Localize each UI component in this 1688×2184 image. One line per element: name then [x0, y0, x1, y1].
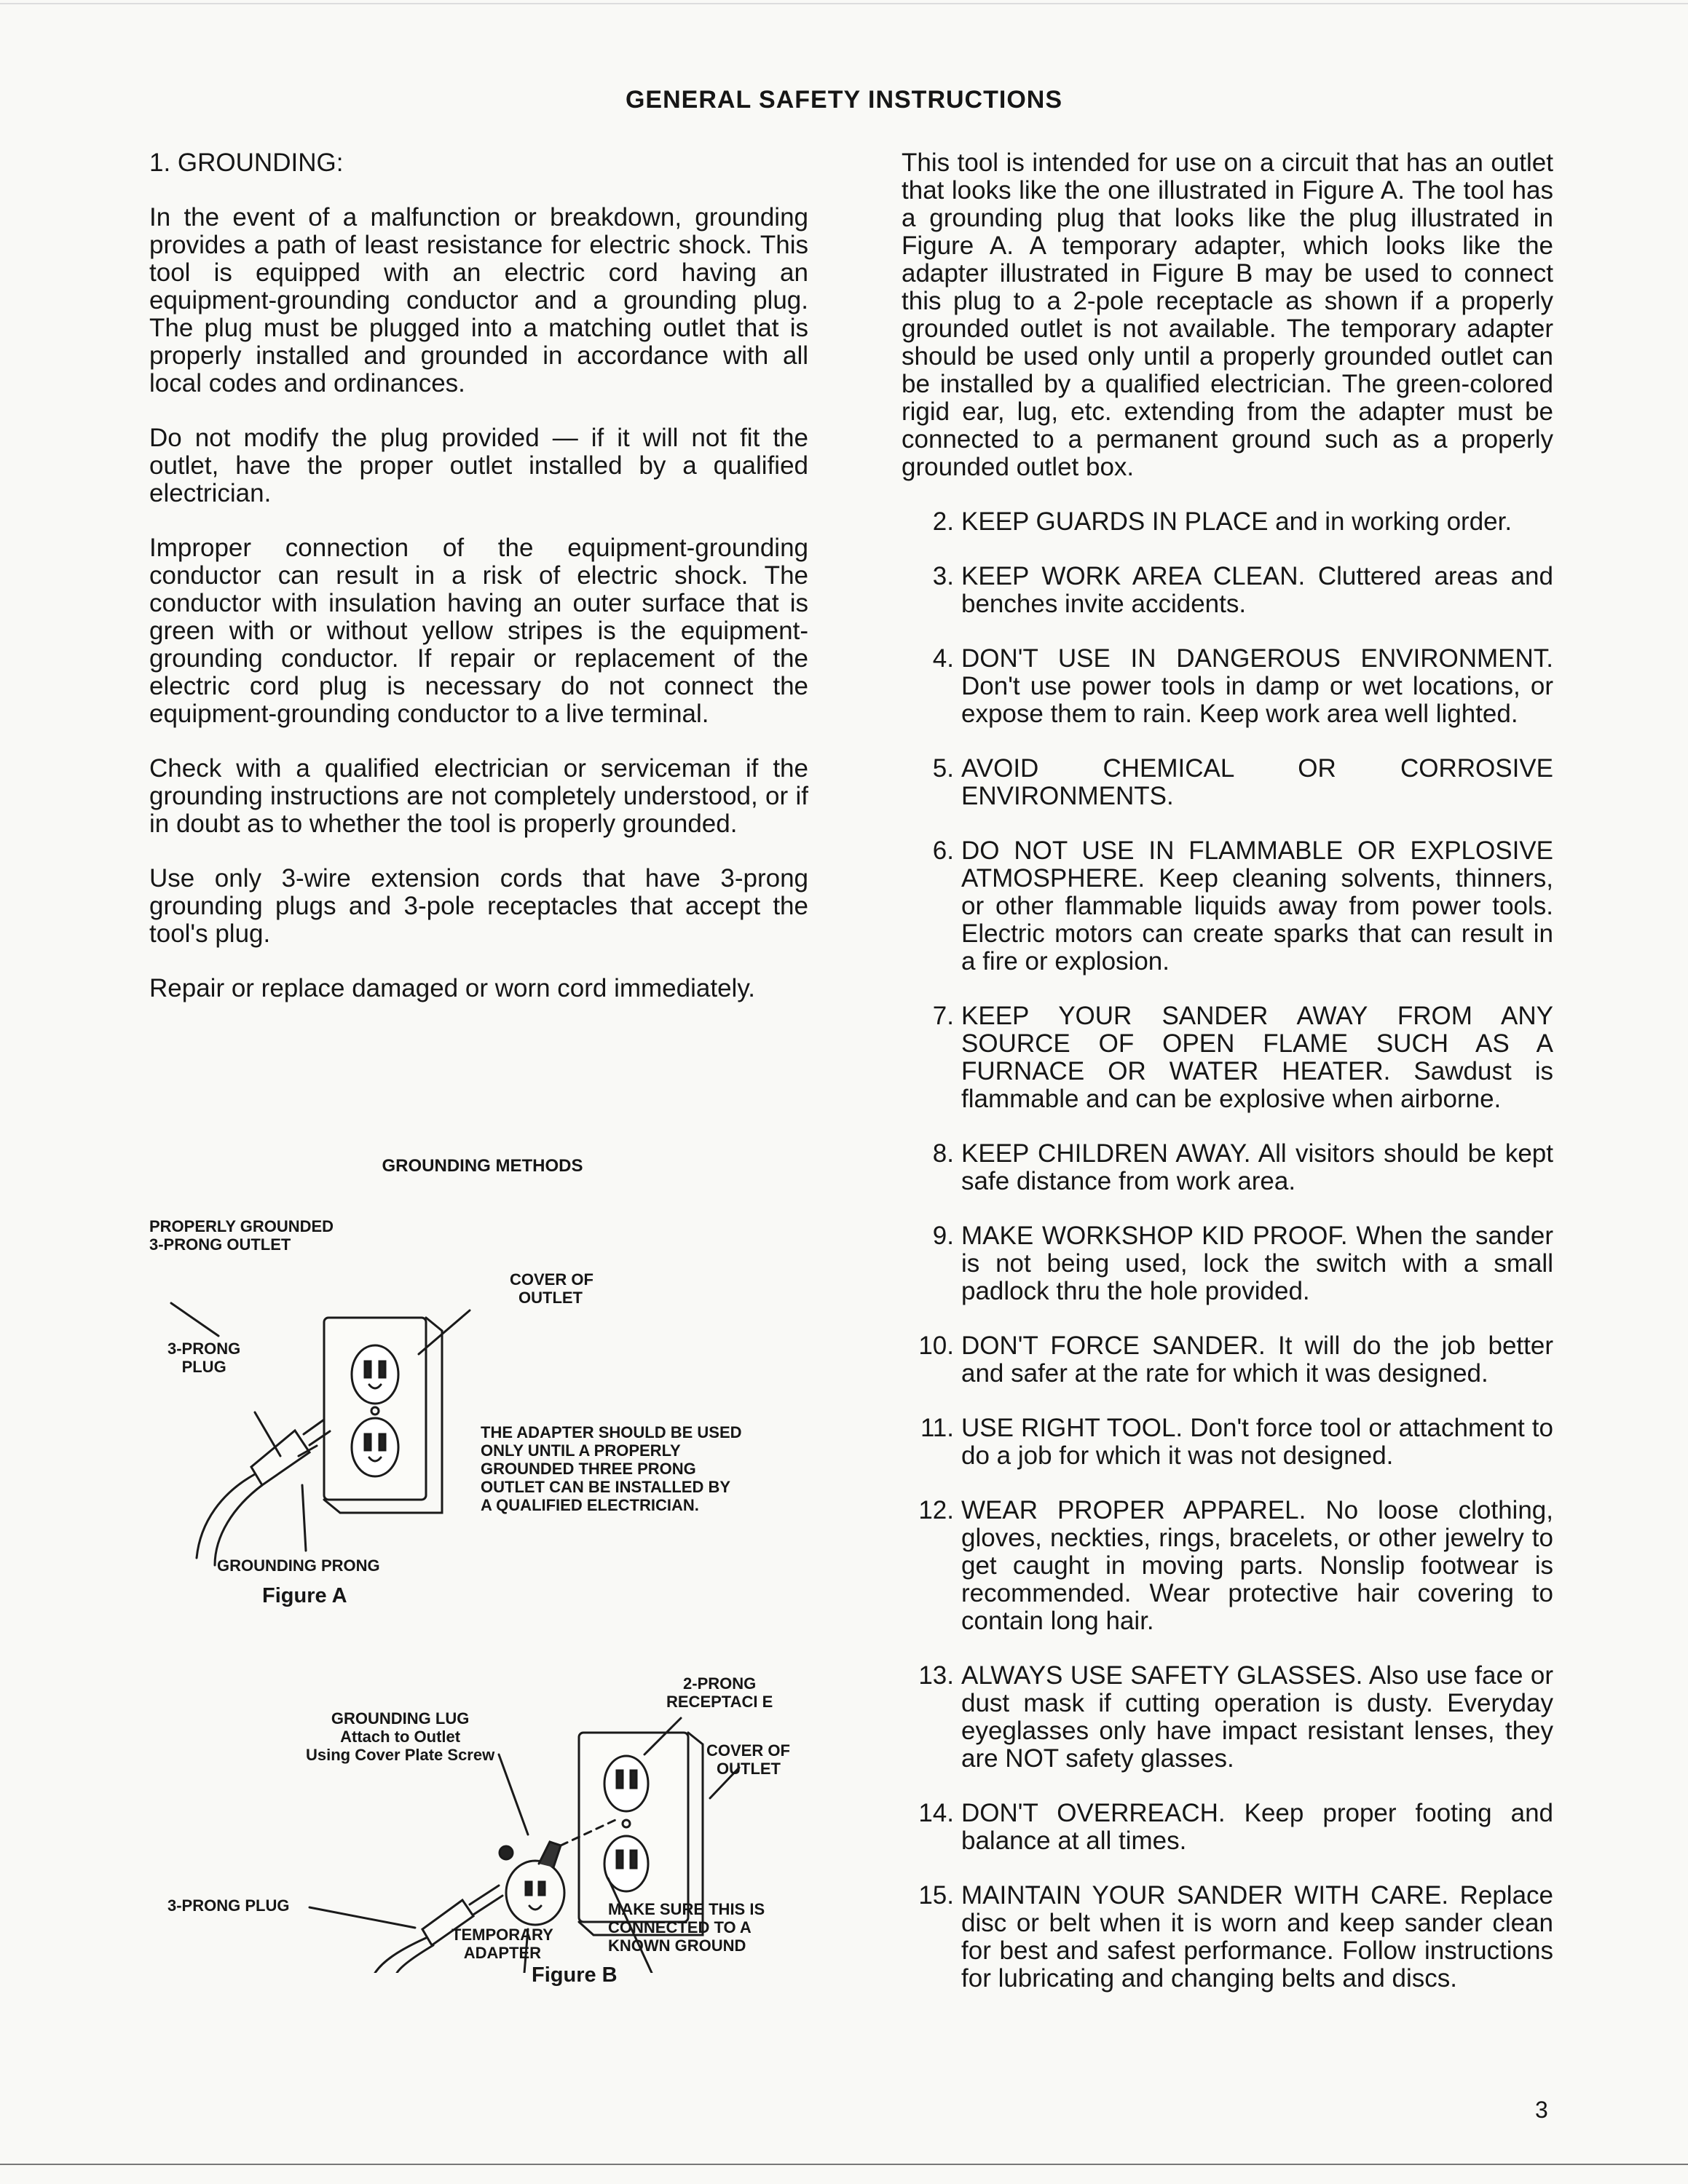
grounding-paragraph-6: Repair or replace damaged or worn cord immediately. — [149, 974, 755, 1002]
label-plug-b: 3-PRONG PLUG — [167, 1896, 290, 1915]
label-line: THE ADAPTER SHOULD BE USED — [481, 1423, 742, 1441]
label-properly-grounded — [149, 1217, 334, 1254]
label-line: 2-PRONG — [683, 1674, 757, 1693]
pointer-grounding-prong — [302, 1485, 306, 1551]
label-line: KNOWN GROUND — [608, 1936, 746, 1955]
item-number: 4. — [932, 644, 954, 673]
item-number: 15. — [918, 1881, 954, 1910]
grounding-heading: 1. GROUNDING: — [149, 149, 344, 177]
pointer-lug — [499, 1754, 528, 1835]
label-line: PROPERLY GROUNDED — [149, 1217, 334, 1235]
list-item — [902, 563, 1553, 618]
label-line: ONLY UNTIL A PROPERLY — [481, 1441, 681, 1460]
label-line: MAKE SURE THIS IS — [608, 1900, 765, 1918]
grounding-paragraph-2: Do not modify the plug provided — if it will not fit the outlet, have the proper outlet installed by a qualified electrician. — [149, 424, 808, 507]
item-number: 13. — [918, 1661, 954, 1690]
label-make-sure — [608, 1900, 765, 1955]
label-grounding-lug — [306, 1709, 494, 1764]
item-text: DO NOT USE IN FLAMMABLE OR EXPLOSIVE ATMOSPHERE. Keep cleaning solvents, thinners, or other flammable liquids away from power tools. Electric motors can create sparks that can result in a fire or explosion. — [961, 836, 1553, 976]
item-number: 3. — [932, 562, 954, 590]
figure-title: GROUNDING METHODS — [382, 1156, 583, 1176]
label-line: 3-PRONG — [167, 1340, 241, 1358]
list-item — [902, 1140, 1553, 1195]
label-grounding-prong: GROUNDING PRONG — [217, 1556, 380, 1575]
list-item — [902, 837, 1553, 976]
label-line: OUTLET — [717, 1760, 781, 1778]
list-item — [902, 1882, 1553, 1993]
label-plug-a — [167, 1340, 240, 1376]
list-item — [902, 755, 1553, 810]
item-number: 12. — [918, 1496, 954, 1524]
label-line: 3-PRONG OUTLET — [149, 1235, 291, 1254]
figure-b-caption: Figure B — [532, 1963, 618, 1987]
grounding-intro-paragraph: This tool is intended for use on a circuit that has an outlet that looks like the one illustrated in Figure A. The tool has a grounding plug that looks like the plug illustrated in Figure A. A temporary adapter, which looks like the adapter illustrated in Figure B may be used to connect this plug to a 2-pole receptacle as shown if a properly grounded outlet is not available. The temporary adapter should be used only until a properly grounded outlet can be installed by a qualified electrician. The green-colored rigid ear, lug, etc. extending from the adapter must be connected to a permanent ground such as a properly grounded outlet box. — [902, 149, 1553, 481]
label-line: OUTLET CAN BE INSTALLED BY — [481, 1478, 731, 1496]
item-text: KEEP CHILDREN AWAY. All visitors should be kept safe distance from work area. — [961, 1139, 1553, 1195]
pointer-outlet — [171, 1303, 218, 1336]
item-number: 6. — [932, 836, 954, 865]
item-number: 11. — [920, 1414, 954, 1442]
item-text: USE RIGHT TOOL. Don't force tool or attachment to do a job for which it was not designed. — [961, 1414, 1553, 1470]
item-number: 14. — [918, 1799, 954, 1827]
page-number: 3 — [1535, 2097, 1548, 2123]
bottom-scan-edge — [0, 2164, 1688, 2165]
grounding-paragraph-1: In the event of a malfunction or breakdown, grounding provides a path of least resistance for electric shock. This tool is equipped with an electric cord having an equipment-grounding conductor and a grounding plug. The plug must be plugged into a matching outlet that is properly installed and grounded in accordance with all local codes and ordinances. — [149, 203, 808, 397]
list-item — [902, 508, 1553, 536]
item-text: ALWAYS USE SAFETY GLASSES. Also use face or dust mask if cutting operation is dusty. Everyday eyeglasses only have impact resistant lenses, they are NOT safety glasses. — [961, 1661, 1553, 1773]
item-number: 10. — [918, 1332, 954, 1360]
grounded-outlet-drawing — [324, 1318, 442, 1513]
item-number: 8. — [932, 1139, 954, 1168]
item-number: 2. — [932, 507, 954, 536]
three-prong-plug-drawing — [197, 1420, 330, 1565]
safety-list — [902, 508, 1553, 1993]
list-item — [902, 1415, 1553, 1470]
item-text: AVOID CHEMICAL OR CORROSIVE ENVIRONMENTS. — [961, 754, 1553, 810]
label-line: GROUNDING LUG — [331, 1709, 470, 1728]
item-text: KEEP GUARDS IN PLACE and in working order. — [961, 507, 1513, 536]
label-line: RECEPTACI E — [666, 1693, 773, 1711]
label-line: Using Cover Plate Screw — [306, 1746, 495, 1764]
top-scan-edge — [0, 3, 1688, 4]
item-text: MAKE WORKSHOP KID PROOF. When the sander is not being used, lock the switch with a small padlock thru the hole provided. — [961, 1222, 1553, 1305]
list-item — [902, 1222, 1553, 1305]
item-text: WEAR PROPER APPAREL. No loose clothing, gloves, neckties, rings, bracelets, or other jewelry to get caught in moving parts. Nonslip footwear is recommended. Wear protective hair covering to contain long hair. — [961, 1496, 1553, 1635]
pointer-plug-a — [255, 1412, 280, 1456]
item-number: 7. — [932, 1002, 954, 1030]
item-text: KEEP WORK AREA CLEAN. Cluttered areas and benches invite accidents. — [961, 562, 1553, 618]
list-item — [902, 1800, 1553, 1855]
list-item — [902, 1497, 1553, 1635]
label-cover-a — [510, 1270, 593, 1307]
left-column — [149, 149, 808, 1029]
label-cover-b — [706, 1741, 790, 1778]
label-two-prong — [666, 1674, 773, 1711]
label-line: CONNECTED TO A — [608, 1918, 752, 1936]
label-line: A QUALIFIED ELECTRICIAN. — [481, 1496, 699, 1514]
list-item — [902, 1002, 1553, 1113]
grounding-paragraph-4: Check with a qualified electrician or serviceman if the grounding instructions are not completely understood, or if in doubt as to whether the tool is properly grounded. — [149, 754, 808, 838]
item-text: MAINTAIN YOUR SANDER WITH CARE. Replace disc or belt when it is worn and keep sander clean for best and safest performance. Follow instructions for lubricating and changing belts and discs. — [961, 1881, 1553, 1993]
item-text: KEEP YOUR SANDER AWAY FROM ANY SOURCE OF OPEN FLAME SUCH AS A FURNACE OR WATER HEATER. Sawdust is flammable and can be explosive when airborne. — [961, 1002, 1553, 1113]
page-title: GENERAL SAFETY INSTRUCTIONS — [625, 86, 1063, 114]
item-text: DON'T FORCE SANDER. It will do the job better and safer at the rate for which it was designed. — [961, 1332, 1553, 1388]
grounding-methods-figure — [142, 1143, 823, 1987]
list-item — [902, 645, 1553, 728]
label-line: PLUG — [181, 1358, 226, 1376]
item-text: DON'T USE IN DANGEROUS ENVIRONMENT. Don't use power tools in damp or wet locations, or expose them to rain. Keep work area well lighted. — [961, 644, 1553, 728]
label-line: TEMPORARY — [451, 1926, 553, 1944]
label-line: OUTLET — [518, 1289, 583, 1307]
item-number: 9. — [932, 1222, 954, 1250]
item-text: DON'T OVERREACH. Keep proper footing and balance at all times. — [961, 1799, 1553, 1855]
label-line: GROUNDED THREE PRONG — [481, 1460, 696, 1478]
label-line: Attach to Outlet — [340, 1728, 461, 1746]
right-column — [902, 149, 1553, 2019]
list-item — [902, 1662, 1553, 1773]
label-line: COVER OF — [510, 1270, 593, 1289]
label-line: COVER OF — [706, 1741, 790, 1760]
label-adapter-note — [481, 1423, 742, 1514]
label-line: ADAPTER — [463, 1944, 542, 1962]
list-item — [902, 1332, 1553, 1388]
grounding-paragraph-5: Use only 3-wire extension cords that have 3-prong grounding plugs and 3-pole receptacles that accept the tool's plug. — [149, 864, 808, 948]
figure-a-caption: Figure A — [262, 1584, 347, 1607]
grounding-paragraph-3: Improper connection of the equipment-grounding conductor can result in a risk of electric shock. The conductor with insulation having an outer surface that is green with or without yellow stripes is the equipment-grounding conductor. If repair or replacement of the electric cord plug is necessary do not connect the equipment-grounding conductor to a live terminal. — [149, 534, 808, 728]
item-number: 5. — [932, 754, 954, 783]
pointer-plug-b — [309, 1907, 415, 1928]
label-temporary-adapter — [451, 1926, 553, 1962]
